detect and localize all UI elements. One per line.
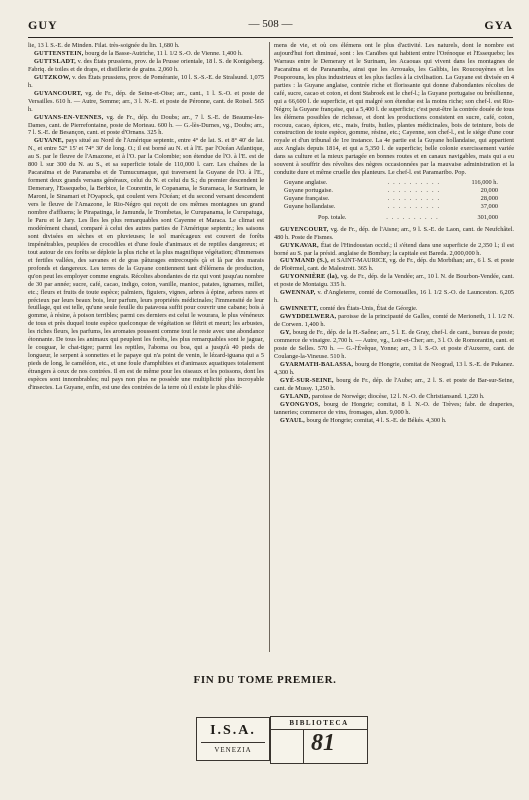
header-rule — [28, 37, 513, 38]
header-right-guideword: GYA — [484, 18, 513, 32]
population-row-value: 28,000 — [480, 195, 498, 203]
dictionary-entry — [274, 361, 514, 377]
entry-text: vg. de Fr., dép. du Doubs; arr., 7 l. S.-E. de Beaume-les-Dames, cant. de Pierrefontaine, poste de Morteau. 600 h. — G.-lès-Durnes, vg., Doubs; arr., 7 l. S.-E. de Besançon, cant. et poste d'Ornans. 325 h. — [28, 113, 264, 137]
biblioteca-stamp — [270, 716, 368, 764]
dictionary-entry — [274, 377, 514, 393]
entry-headword: GUYANS-EN-VENNES, — [34, 113, 104, 121]
entry-headword: GUYONNIÈRE (la), — [280, 273, 339, 281]
entry-text: et SAINT-MAURICE, vg. de Fr., dép. du Morbihan; arr., 6 l. S. et poste de Ploërmel, cant. de Malestroit. 365 h. — [274, 257, 514, 273]
population-row — [284, 187, 498, 195]
entry-headword: GUYANE, — [34, 137, 64, 145]
running-header — [28, 18, 513, 34]
dictionary-entry — [28, 74, 264, 90]
header-left-guideword: GUY — [28, 18, 58, 32]
right-column-lower-entries — [274, 226, 514, 425]
left-column — [28, 42, 264, 660]
entry-text: lie, 13 l. S.-E. de Minden. Filat. très-soignée du lin. 1,680 h. — [28, 42, 180, 49]
dictionary-entry — [28, 90, 264, 114]
entry-headword: GYONGYOS, — [280, 400, 321, 408]
entry-headword: GUYMAND (S.), — [280, 257, 329, 265]
dictionary-entry — [274, 417, 514, 425]
entry-text: paroisse de Norwége; diocèse, 12 l. N.-O. de Christiansand. 1,220 h. — [311, 392, 485, 400]
entry-text: paroisse de la principauté de Galles, comté de Merioneth, 1 l. 1/2 N. de Corwen. 1,400 h. — [274, 313, 514, 329]
entry-headword: GUYENCOURT, — [280, 225, 329, 233]
entry-headword: GYAUL, — [280, 416, 305, 424]
entry-text: v. d'Angleterre, comté de Cornouailles, 16 l. 1/2 S.-O. de Launceston. 6,205 h. — [274, 289, 514, 305]
dictionary-entry — [28, 58, 264, 74]
entry-headword: GUTTSLADT, — [34, 57, 76, 65]
isa-stamp-title: I.S.A. — [210, 723, 256, 738]
column-divider — [269, 42, 270, 652]
entry-headword: GUTTENSTEIN, — [34, 49, 84, 57]
entry-text: État de l'Hindoustan occid.; il s'étend dans une superficie de 2,350 l.; il est borné au S. par la présid. anglaise de Bombay; la capitale est Bareda. 2,000,000 h. — [274, 241, 514, 257]
biblioteca-stamp-label: BIBLIOTECA — [289, 719, 349, 727]
dictionary-entry — [274, 226, 514, 242]
population-row — [284, 179, 498, 187]
page-number: — 508 — — [248, 18, 293, 30]
population-total-value: 301,000 — [477, 213, 498, 221]
entry-text: bourg de Fr., dép. de l'Aube; arr., 2 l. S. et poste de Bar-sur-Seine, cant. de Mussy. 1,250 h. — [274, 376, 514, 392]
dictionary-entry — [274, 329, 514, 361]
population-row — [284, 195, 498, 203]
population-total-dots: . . . . . . . . . . — [386, 213, 439, 221]
isa-stamp-rule — [201, 742, 265, 743]
end-of-volume-line: FIN DU TOME PREMIER. — [193, 674, 337, 686]
entry-headword: GYLAND, — [280, 392, 311, 400]
population-row-dots: . . . . . . . . . . — [387, 203, 441, 211]
dictionary-entry — [274, 42, 514, 177]
population-row-label: Guyane portugaise. — [284, 187, 333, 195]
population-row-value: 37,000 — [480, 203, 498, 211]
population-row-label: Guyane anglaise. — [284, 179, 328, 187]
dictionary-entry — [274, 273, 514, 289]
dictionary-entry — [274, 401, 514, 417]
population-table — [284, 179, 498, 211]
entry-text: comté des États-Unis, État de Géorgie. — [319, 305, 418, 313]
population-row-label: Guyane française. — [284, 195, 330, 203]
population-row-dots: . . . . . . . . . . — [387, 195, 441, 203]
population-row-dots: . . . . . . . . . . — [387, 179, 441, 187]
entry-headword: GWENNAP, — [280, 289, 316, 297]
entry-headword: GYARMATH-BALASSA, — [280, 360, 354, 368]
right-column-upper-entries — [274, 42, 514, 177]
population-row-value: 20,000 — [480, 187, 498, 195]
entry-text: bourg de Hongrie; comitat, 4 l. S.-E. de Békés. 4,300 h. — [306, 416, 447, 424]
population-row — [284, 203, 498, 211]
dictionary-entry — [274, 393, 514, 401]
entry-headword: GWYDDELWERA, — [280, 313, 337, 321]
entry-text: vg. de Fr., dép. de Seine-et-Oise; arr., cant., 1 l. S.-O. et poste de Versailles. 610 h. — Autre, Somme; arr., 3 l. N.-E. et poste de Péronne, cant. de Roisel. 565 h. — [28, 89, 264, 113]
dictionary-entry — [274, 305, 514, 313]
isa-stamp-city: VENEZIA — [214, 746, 252, 754]
entry-text: vg. de Fr., dép. de l'Aisne; arr., 9 l. S.-E. de Laon, cant. de Neufchâtel. 480 h. Poste de Fismes. — [274, 225, 514, 241]
entry-headword: GUYANCOURT, — [34, 89, 83, 97]
dictionary-entry — [28, 114, 264, 138]
population-total-row — [318, 214, 498, 222]
dictionary-entry — [28, 50, 264, 58]
dictionary-entry — [274, 313, 514, 329]
entry-headword: GUTZKOW, — [34, 73, 71, 81]
dictionary-entry — [28, 137, 264, 392]
entry-text: bourg de Hongrie, comitat de Neograd, 13 l. S.-E. de Pukanez. 4,300 h. — [274, 360, 514, 376]
dictionary-entry — [274, 289, 514, 305]
population-total-label: Pop. totale. — [318, 213, 347, 221]
dictionary-entry — [28, 42, 264, 50]
entry-text: v. des États prussiens, prov. de Poméranie, 10 l. S.-S.-E. de Stralsund. 1,075 h. — [28, 73, 264, 89]
entry-headword: GY, — [280, 329, 292, 337]
entry-text: pays situé au Nord de l'Amérique septentr., entre 4° de lat. S. et 8° 40' de lat. N., et entre 52° 15' et 74° 30' de long. O.; il est borné au N. et à l'E. par l'Océan Atlantique, au S. par le fleuve de l'Amazone, et à l'O. par la Colombie; son étendue de l'O. à l'E. est de 800 l. sur 300 du N. au S., et sa superficie totale de 110,000 l. carr. Les chaînes de la Pacaraïma et de Paranamba et de Tumucumaque, qui traversent la Guyane de l'O. à l'E., forment deux grands versans généraux, celui du N. et celui du S.; du premier descendent le Demerary, l'Essequebo, la Berbice, le Courentin, le Copanama, le Suramaca, le Surinam, le Maroni, le Sinamari et l'Oyapock, qui coulent vers l'Océan; et du second versant descendent vers le fleuve de l'Amazone, le Rio-Négro qui reçoit de ces mêmes montagnes un grand nombre d'affluens; le Pirapatinga, le Jamunda, le Trombetas, le Curupanama, le Curupatuga, le Paru et le Jary. Les îles les plus remarquables sont Cayenne et Maraca. Le climat est modérément chaud, comparé à celui des autres parties de l'Amérique septentr.; les saisons sont divisées en sèches et en pluvieuses; le sol marécageux est couvert de forêts impénétrables, peuplées de crocodiles et d'une foule d'animaux et de reptiles dangereux; et tout autour de ces forêts se déploie la plus riche et la plus magnifique végétation; d'immenses et fertiles vallées, des savanes et de gras pâturages entrecoupés çà et là par des marais profonds et dangereux. Les terres de la Guyane contiennent tant d'élémens de production, qu'on peut les employer comme engrais. Récoltes abondantes de riz qui vont jusqu'au nombre de 30 par année; sucre, café, cacao, indigo, coton, vanille, manioc, patates, ignames, millet, etc.; fleurs et fruits de toute espèce; palmiers, figuiers, vignes, arbres à épine, arbres rares et précieux par leurs beaux bois, leur parfum, leurs propriétés médicinales; l'immensité de leur feuillage, qui est telle, qu'une seule feuille du patavoua suffit pour couvrir une cabane; bois à gomme, à résine, à poison terribles; parmi ces derniers est celui le wourara, le plus vénéneux de tous et près duquel toute espèce quelconque de végétation se flétrit et meurt; les arbustes, les riches fleurs, les parfums, les aromates poussent comme tout le reste avec une abondance étonnante. De tous les animaux qui peuplent les forêts, les plus remarquables sont le jaguar, le couguar, le chat-tigre; parmi les reptiles, l'aboma ou boa, qui a jusqu'à 40 pieds de longueur, le serpent à sonnettes et le papaye qui n'a point de venin, le lézard-iguana qui a 5 pieds de long, le caméléon, etc., et une foule d'amphibies et d'animaux aquatiques totalement étrangers à ceux de nos contrées. Il en est de même pour les oiseaux et les poissons, dont les espèces sont innombrables; nul pays non plus ne possède une multiplicité plus incroyable d'insectes. La Guyane, enfin, est une des contrées de la terre où il existe le plus d'élé- — [28, 137, 264, 391]
isa-library-stamp — [196, 717, 270, 761]
entry-text: bourg de Fr., dép. de la H.-Saône; arr., 5 l. E. de Gray, chef-l. de cant., bureau de poste; commerce de vinaigre. 2,700 h. — Autre, vg., Loir-et-Cher; arr., 3 l. O. de Romorantin, cant. et poste de Selles. 570 h. — G.-l'Évêque, Yonne; arr., 3 l. S.-O. et poste d'Auxerre, cant. de Coulange-la-Vineuse. 510 h. — [274, 329, 514, 360]
entry-headword: GWINNETT, — [280, 305, 319, 313]
entry-headword: GUYKAVAR, — [280, 241, 319, 249]
entry-text: v. des États prussiens, prov. de la Prusse orientale, 18 l. S. de Konigsberg. Fabriq. de toiles et de draps, et distillerie de grains. 2,060 h. — [28, 57, 264, 73]
population-row-label: Guyane hollandaise. — [284, 203, 336, 211]
biblioteca-stamp-divider — [303, 729, 304, 763]
right-column — [274, 42, 514, 660]
dictionary-entry — [274, 242, 514, 258]
population-row-dots: . . . . . . . . . . — [387, 187, 441, 195]
entry-headword: GYÉ-SUR-SEINE, — [280, 376, 334, 384]
biblioteca-stamp-number: 81 — [311, 730, 335, 756]
entry-text: bourg de Hongrie; comitat, 8 l. N.-O. de Trèves; fabr. de draperies, tanneries; commerce de vins, fromages, alun. 9,000 h. — [274, 400, 514, 416]
entry-text: mens de vie, et où ces élémens ont le plus d'activité. Les naturels, dont le nombre est aujourd'hui fort diminué, sont : les Caraïbes qui habitent entre l'Orénoque et l'Essequebo; les Warraus entre le Demerary et le Surinam, les Acaouas qui vivent dans les montagnes de Pacaraïma et de Paranamba, ainsi que les Arrouaks, les Galibis, les Roucouyènes et les Pouporouns, les plus industrieux et les plus faciles à la civilisation. La Guyane est divisée en 4 parties : la Guyane anglaise, contrée riche et florissante qui donne d'abondantes récoltes de café, sucre, cacao et coton, et dont Stabroek est le chef-l.; la Guyane portugaise ou brésilienne, qui a 66,600 l. de superficie, et qui malgré son étendue est la moins riche; son chef-l. est Rio-Négro; la Guyane française, qui a 5,400 l. de superficie; c'est peut-être la contrée douée de tous les élémens possibles de richesse, et dont les productions consistent en sucre, café, coton, rocouu, cacao, épices, etc., mais, fruits, huiles, plantes médicinales, bois de teinture, bois de construction de toute espèce, gomme, résine, etc.; Cayenne, son chef-l., est le siége d'une cour royale et d'un tribunal de 1re instance. La 4e partie est la Guyane hollandaise, qui appartient aux Anglais depuis 1814, et qui a 5,350 l. de superficie; belle colonie exercissement variée dans sa culture et la mieux partagée en bonnes routes et en canaux navigables, mais qui a eu souvent à souffrir des révoltes des nègres occasionnées par la mauvaise administration et la conduite dure et même cruelle des planteurs. Le chef-l. est Paramaribo. Pop. — [274, 42, 514, 177]
population-row-value: 116,000 h. — [471, 179, 498, 187]
entry-text: vg. de Fr., dép. de la Vendée; arr., 10 l. N. de Bourbon-Vendée, cant. et poste de Montaigu. 335 h. — [274, 273, 514, 289]
entry-text: bourg de la Basse-Autriche, 11 l. 1/2 S.-O. de Vienne. 1,400 h. — [85, 49, 243, 57]
dictionary-entry — [274, 257, 514, 273]
